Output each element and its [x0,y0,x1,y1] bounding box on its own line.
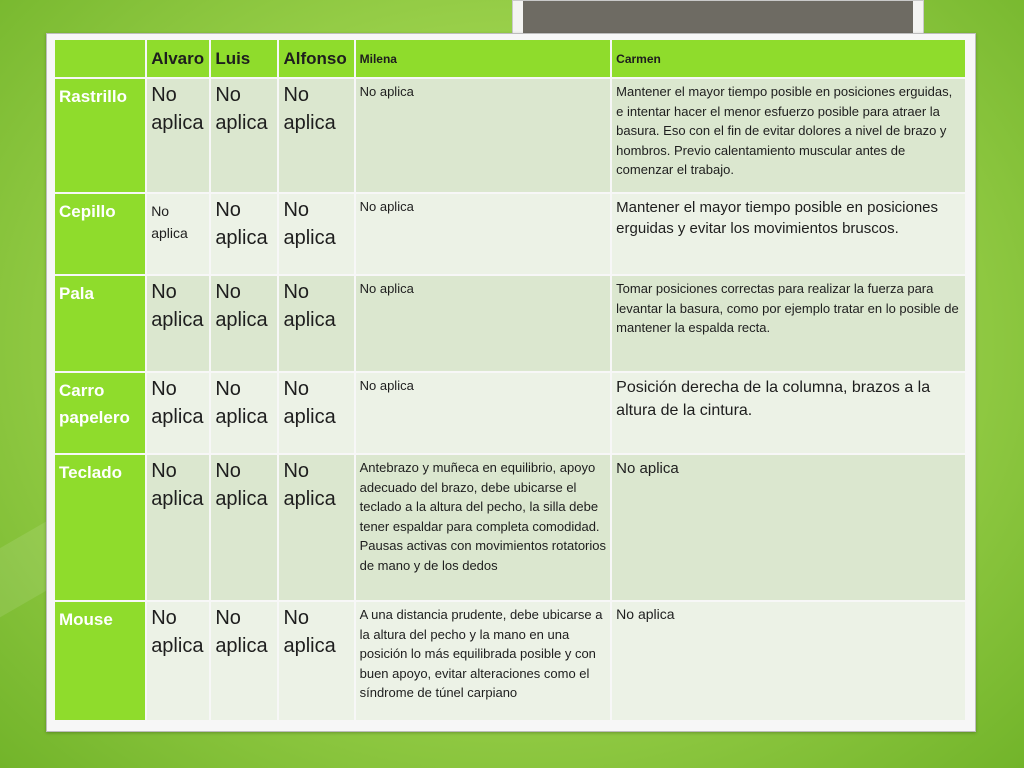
cell-alvaro: No aplica [147,79,209,192]
cell-milena: No aplica [356,373,611,453]
row-label: Teclado [55,455,145,600]
table-row-cepillo [55,194,965,274]
cell-luis: No aplica [211,194,277,274]
cell-carmen: No aplica [612,602,965,720]
table-row-teclado [55,455,965,600]
row-label: Cepillo [55,194,145,274]
cell-luis: No aplica [211,276,277,371]
cell-luis: No aplica [211,79,277,192]
cell-milena: Antebrazo y muñeca en equilibrio, apoyo adecuado del brazo, debe ubicarse el teclado a la altura del pecho, la silla debe tener espaldar para completa comodidad. Pausas activas con movimientos rotatorios de mano y de los dedos [356,455,611,600]
row-label: Pala [55,276,145,371]
table-header-row [55,40,965,77]
header-alfonso: Alfonso [279,40,353,77]
cell-alfonso: No aplica [279,276,353,371]
cell-carmen: No aplica [612,455,965,600]
cell-carmen: Posición derecha de la columna, brazos a la altura de la cintura. [612,373,965,453]
ergonomics-table [53,38,967,722]
table-row-rastrillo [55,79,965,192]
header-empty-cell [55,40,145,77]
cell-alvaro: No aplica [147,194,209,274]
table-row-mouse [55,602,965,720]
cell-alfonso: No aplica [279,455,353,600]
cell-carmen: Tomar posiciones correctas para realizar la fuerza para levantar la basura, como por ejemplo tratar en lo posible de mantener la espalda recta. [612,276,965,371]
cell-alfonso: No aplica [279,194,353,274]
cell-alfonso: No aplica [279,602,353,720]
table-sheet [46,33,976,732]
cell-carmen: Mantener el mayor tiempo posible en posiciones erguidas y evitar los movimientos bruscos. [612,194,965,274]
cell-alfonso: No aplica [279,79,353,192]
cell-alvaro: No aplica [147,373,209,453]
row-label: Rastrillo [55,79,145,192]
cell-luis: No aplica [211,373,277,453]
cell-luis: No aplica [211,455,277,600]
cell-carmen: Mantener el mayor tiempo posible en posiciones erguidas, e intentar hacer el menor esfuerzo posible para atraer la basura. Eso con el fin de evitar dolores a nivel de brazo y hombros. Previo calentamiento muscular antes de comenzar el trabajo. [612,79,965,192]
cell-milena: A una distancia prudente, debe ubicarse a la altura del pecho y la mano en una posición lo más equilibrada posible y con buen apoyo, evitar alteraciones como el síndrome de túnel carpiano [356,602,611,720]
cell-milena: No aplica [356,79,611,192]
cell-alvaro: No aplica [147,276,209,371]
cell-alvaro: No aplica [147,602,209,720]
row-label: Mouse [55,602,145,720]
row-label: Carro papelero [55,373,145,453]
header-alvaro: Alvaro [147,40,209,77]
cell-alvaro: No aplica [147,455,209,600]
cell-alfonso: No aplica [279,373,353,453]
header-luis: Luis [211,40,277,77]
table-row-carro-papelero [55,373,965,453]
header-milena: Milena [356,40,611,77]
header-carmen: Carmen [612,40,965,77]
cell-luis: No aplica [211,602,277,720]
cell-milena: No aplica [356,194,611,274]
cell-milena: No aplica [356,276,611,371]
table-row-pala [55,276,965,371]
